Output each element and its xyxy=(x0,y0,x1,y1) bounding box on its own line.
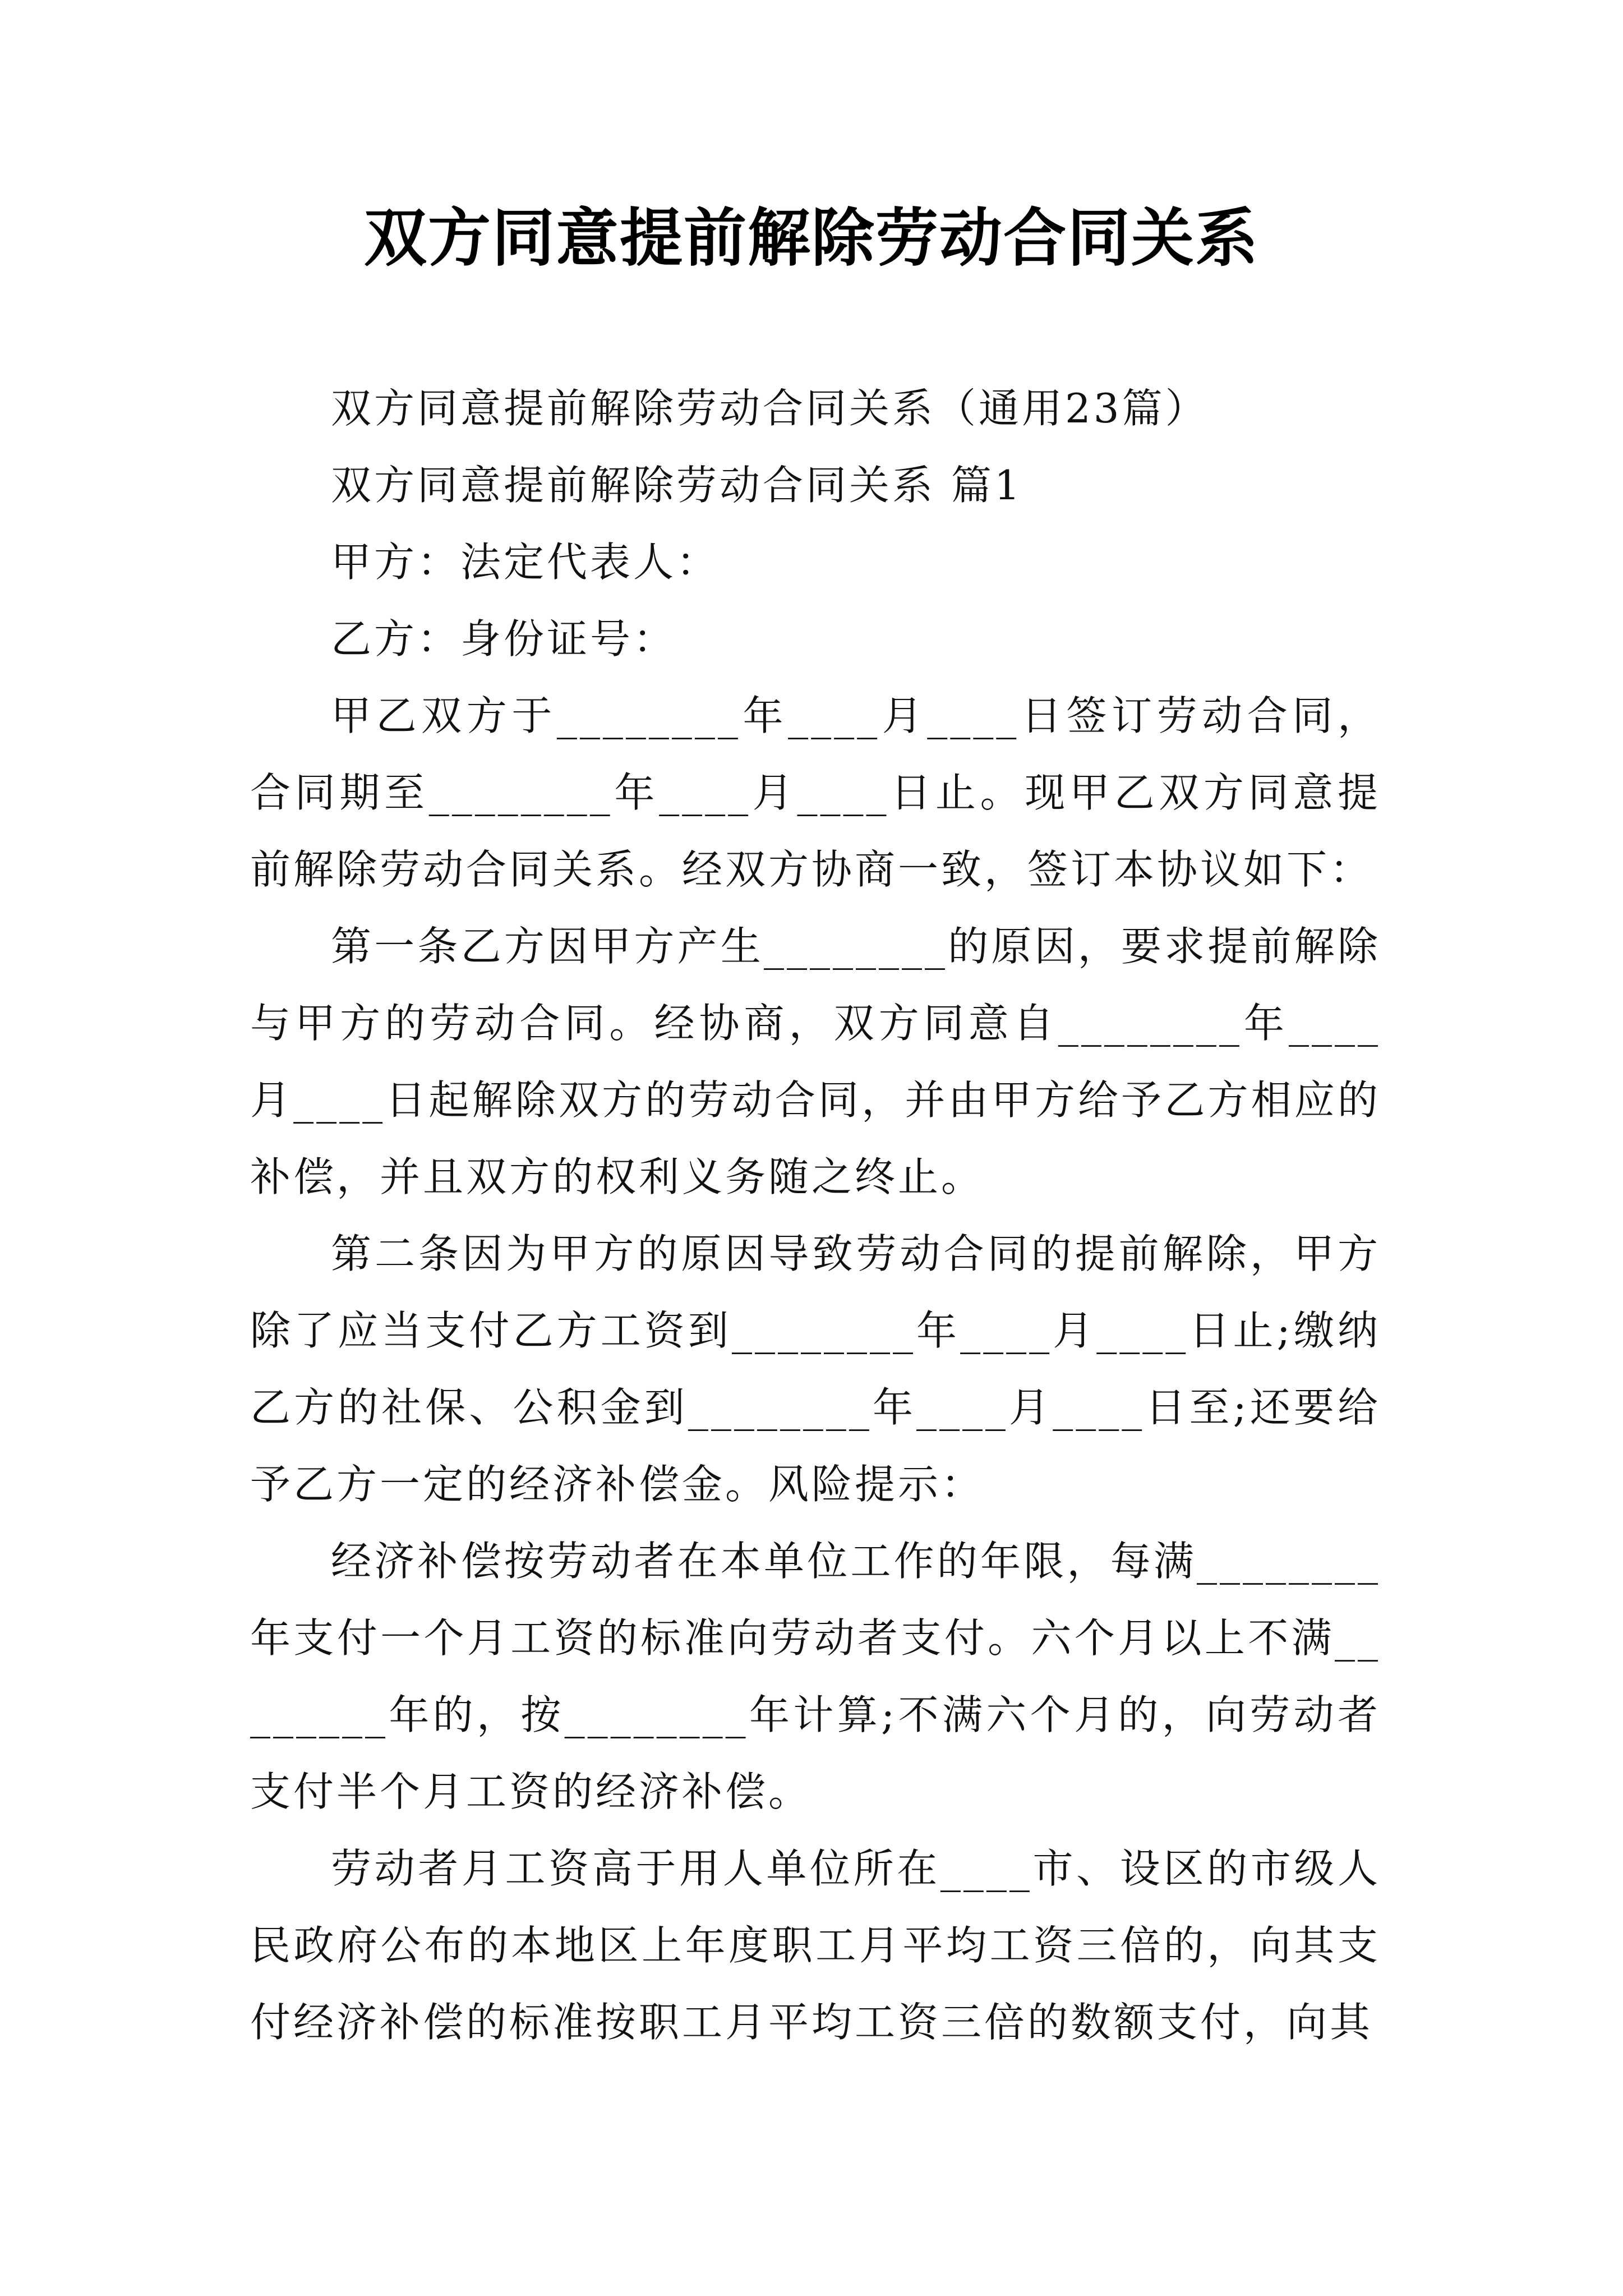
paragraph-article-2: 第二条因为甲方的原因导致劳动合同的提前解除，甲方除了应当支付乙方工资到________年____月____日止;缴纳乙方的社保、公积金到________年____月____日至;还要给予乙方一定的经济补偿金。风险提示： xyxy=(250,1230,1381,1508)
paragraph-party-b: 乙方：身份证号： xyxy=(331,615,677,662)
paragraph-intro: 甲乙双方于________年____月____日签订劳动合同，合同期至________年____月____日止。现甲乙双方同意提前解除劳动合同关系。经双方协商一致，签订本协议如下： xyxy=(250,692,1381,893)
paragraph-section-heading: 双方同意提前解除劳动合同关系 篇1 xyxy=(331,462,1023,509)
paragraph-compensation: 经济补偿按劳动者在本单位工作的年限，每满________年支付一个月工资的标准向劳动者支付。六个月以上不满________年的，按________年计算;不满六个月的，向劳动者支付半个月工资的经济补偿。 xyxy=(250,1538,1381,1815)
paragraph-article-1: 第一条乙方因甲方产生________的原因，要求提前解除与甲方的劳动合同。经协商，双方同意自________年____月____日起解除双方的劳动合同，并由甲方给予乙方相应的补偿，并且双方的权利义务随之终止。 xyxy=(250,923,1381,1200)
paragraph-subtitle: 双方同意提前解除劳动合同关系（通用23篇） xyxy=(331,385,1209,432)
document-title: 双方同意提前解除劳动合同关系 xyxy=(364,201,1259,275)
paragraph-wage-cap: 劳动者月工资高于用人单位所在____市、设区的市级人民政府公布的本地区上年度职工月平均工资三倍的，向其支付经济补偿的标准按职工月平均工资三倍的数额支付，向其 xyxy=(250,1845,1381,2046)
paragraph-party-a: 甲方：法定代表人： xyxy=(331,539,720,586)
document-body xyxy=(250,370,1381,2061)
